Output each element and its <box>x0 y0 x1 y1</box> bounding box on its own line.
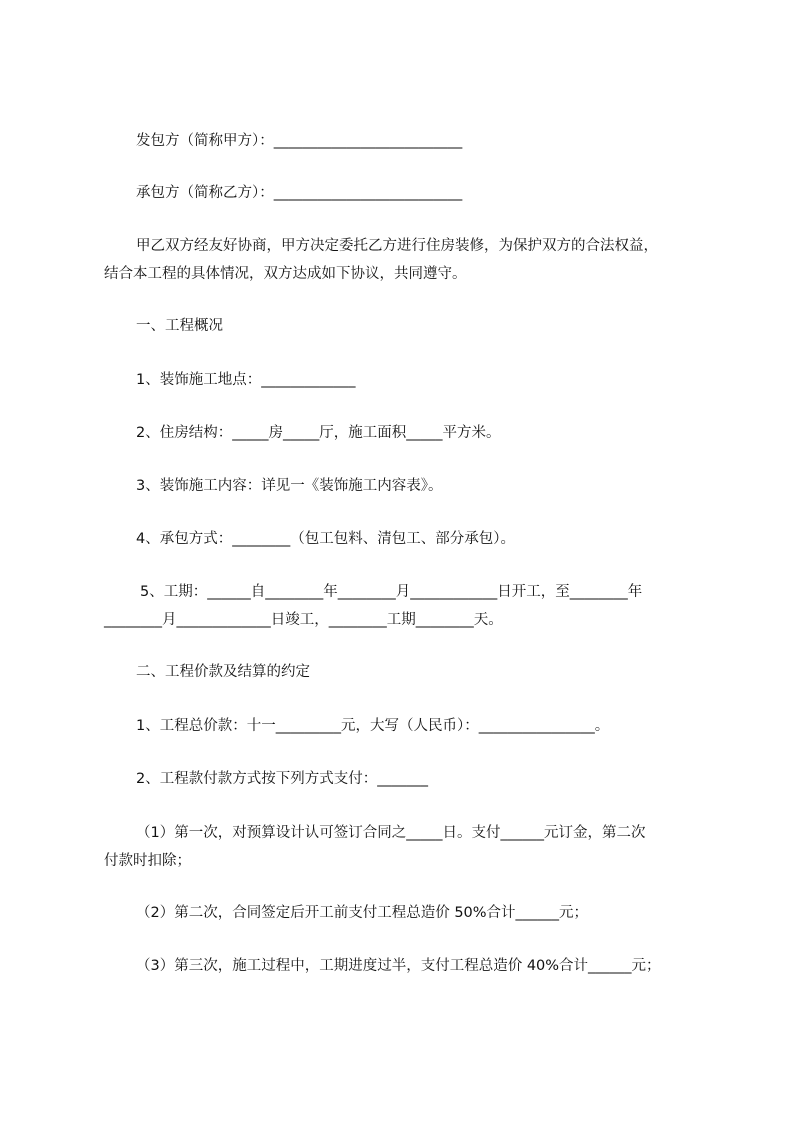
party-a-line: 发包方（简称甲方）：__________________________ <box>136 133 463 149</box>
clause-1-4: 4、承包方式：________（包工包料、清包工、部分承包）。 <box>136 531 515 547</box>
clause-1-5-line-2: ________月_____________日竣工，________工期________天。 <box>104 612 503 628</box>
payment-1-line-1: （1）第一次，对预算设计认可签订合同之_____日。支付______元订金，第二次 <box>136 825 646 841</box>
clause-1-5-line-1: 5、工期：______自________年________月____________日开工，至________年 <box>140 584 643 600</box>
payment-3: （3）第三次，施工过程中，工期进度过半，支付工程总造价 40%合计______元； <box>136 958 661 974</box>
preamble-line-2: 结合本工程的具体情况，双方达成如下协议，共同遵守。 <box>104 266 467 282</box>
section-heading-1: 一、工程概况 <box>136 318 223 334</box>
clause-1-2: 2、住房结构：_____房_____厅，施工面积_____平方米。 <box>136 425 501 441</box>
clause-1-1: 1、装饰施工地点：_____________ <box>136 372 356 388</box>
party-b-line: 承包方（简称乙方）：__________________________ <box>136 185 463 201</box>
payment-1-line-2: 付款时扣除； <box>104 853 191 869</box>
clause-1-3: 3、装饰施工内容：详见一《装饰施工内容表》。 <box>136 478 443 494</box>
preamble-line-1: 甲乙双方经友好协商，甲方决定委托乙方进行住房装修，为保护双方的合法权益， <box>136 238 658 254</box>
clause-2-1: 1、工程总价款：十一_________元，大写（人民币）：________________。 <box>136 718 610 734</box>
clause-2-2: 2、工程款付款方式按下列方式支付：_______ <box>136 771 428 787</box>
section-heading-2: 二、工程价款及结算的约定 <box>136 664 310 680</box>
payment-2: （2）第二次，合同签定后开工前支付工程总造价 50%合计______元； <box>136 905 589 921</box>
